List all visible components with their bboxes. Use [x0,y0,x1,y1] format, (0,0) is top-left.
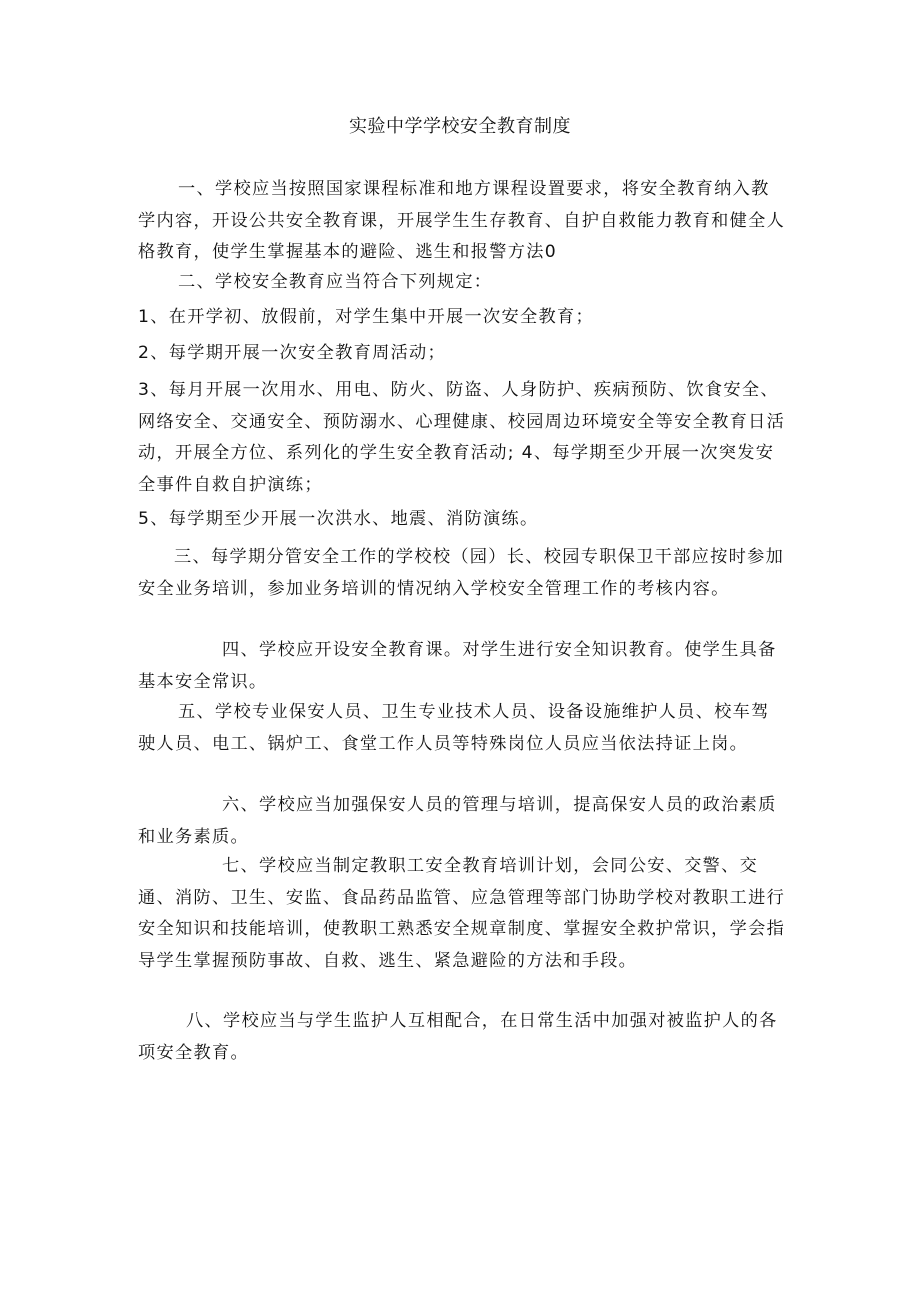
paragraph-3: 1、在开学初、放假前，对学生集中开展一次安全教育； [138,307,594,327]
paragraph-2: 二、学校安全教育应当符合下列规定： [178,272,493,292]
paragraph-6: 5、每学期至少开展一次洪水、地震、消防演练。 [138,509,539,529]
paragraph-11: 七、学校应当制定教职工安全教育培训计划，会同公安、交警、交通、消防、卫生、安监、食品药品监管、应急管理等部门协助学校对教职工进行安全知识和技能培训，使教职工熟悉安全规章制度、掌握安全救护常识，学会指导学生掌握预防事故、自救、逃生、紧急避险的方法和手段。 [138,856,786,971]
document-title: 实验中学学校安全教育制度 [349,116,571,137]
paragraph-10: 六、学校应当加强保安人员的管理与培训，提高保安人员的政治素质和业务素质。 [138,795,777,847]
paragraph-1: 一、学校应当按照国家课程标准和地方课程设置要求，将安全教育纳入教学内容，开设公共安全教育课，开展学生生存教育、自护自救能力教育和健全人格教育，使学生掌握基本的避险、逃生和报警方法0 [138,179,786,262]
paragraph-7: 三、每学期分管安全工作的学校校（园）长、校园专职保卫干部应按时参加安全业务培训，参加业务培训的情况纳入学校安全管理工作的考核内容。 [138,547,785,599]
paragraph-8: 四、学校应开设安全教育课。对学生进行安全知识教育。使学生具备基本安全常识。 [138,640,777,692]
paragraph-12: 八、学校应当与学生监护人互相配合，在日常生活中加强对被监护人的各项安全教育。 [138,1011,778,1063]
paragraph-9: 五、学校专业保安人员、卫生专业技术人员、设备设施维护人员、校车驾驶人员、电工、锅炉工、食堂工作人员等特殊岗位人员应当依法持证上岗。 [138,702,770,754]
paragraph-5: 3、每月开展一次用水、用电、防火、防盗、人身防护、疾病预防、饮食安全、网络安全、交通安全、预防溺水、心理健康、校园周边环境安全等安全教育日活动，开展全方位、系列化的学生安全教育活动; 4、每学期至少开展一次突发安全事件自救自护演练； [138,380,786,495]
paragraph-4: 2、每学期开展一次安全教育周活动； [138,343,447,363]
